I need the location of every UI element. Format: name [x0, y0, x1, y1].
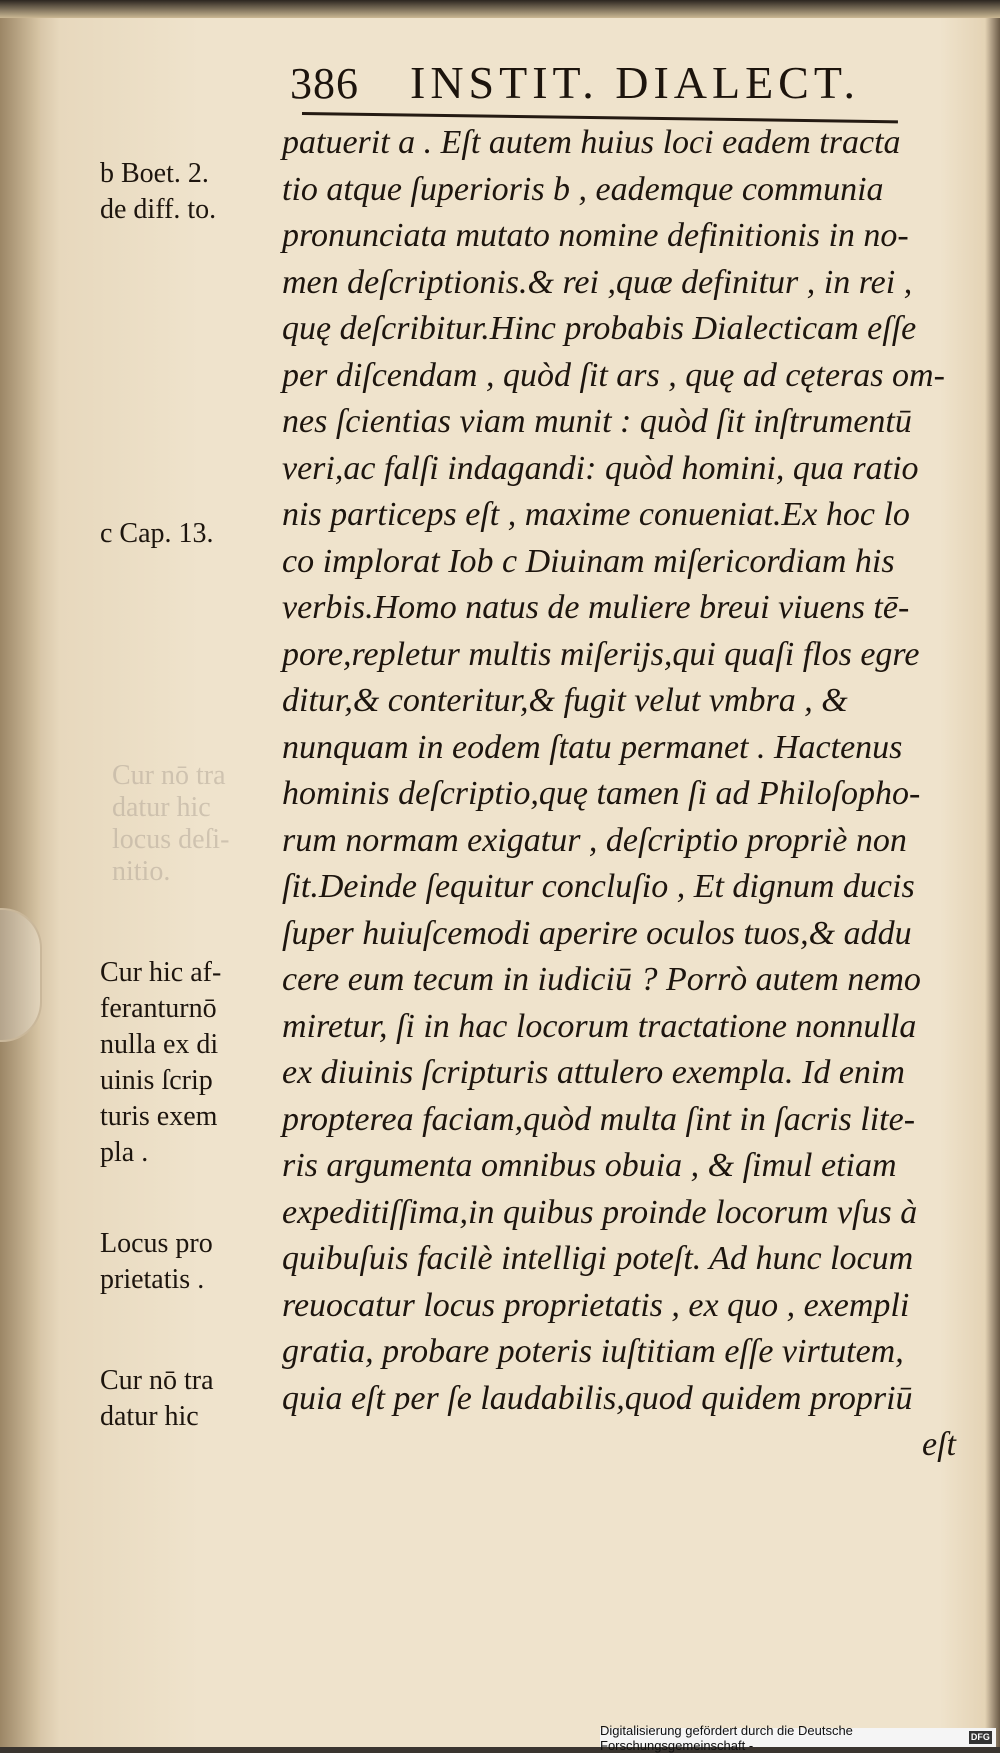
footer-text: Digitalisierung gefördert durch die Deutsche Forschungsgemeinschaft -	[600, 1722, 853, 1753]
text-line: ex diuinis ſcripturis attulero exempla. Id enim	[282, 1054, 905, 1091]
digitization-footer	[600, 1722, 996, 1753]
text-line: nunquam in eodem ſtatu permanet . Hactenus	[282, 728, 903, 766]
page-number: 386	[290, 59, 359, 108]
text-line: verbis.Homo natus de muliere breui viuens tē-	[282, 589, 910, 626]
text-line: cere eum tecum in iudiciū ? Porrò autem nemo	[282, 961, 921, 998]
page-header	[290, 56, 910, 116]
page-clasp	[0, 908, 42, 1042]
text-line: rum normam exigatur , deſcriptio propriè non	[282, 821, 907, 859]
text-line: pronunciata mutato nomine definitionis in no-	[282, 217, 909, 254]
book-top-edge	[0, 0, 1000, 18]
text-line: miretur, ſi in hac locorum tractatione nonnulla	[282, 1007, 917, 1045]
text-line: veri,ac falſi indagandi: quòd homini, qua ratio	[282, 449, 919, 487]
text-line: quia eſt per ſe laudabilis,quod quidem propriū	[282, 1379, 913, 1417]
text-line: tio atque ſuperioris b , eademque communia	[282, 170, 884, 208]
text-line: eſt	[922, 1426, 956, 1463]
running-title: INSTIT. DIALECT.	[410, 57, 861, 108]
text-line: per diſcendam , quòd ſit ars , quę ad cęteras om-	[282, 356, 945, 394]
text-line: propterea faciam,quòd multa ſint in ſacris lite-	[282, 1100, 916, 1138]
margin-note-cap13: c Cap. 13.	[100, 518, 214, 549]
text-line: patuerit a . Eſt autem huius loci eadem tracta	[282, 124, 901, 161]
text-line: gratia, probare poteris iuſtitiam eſſe virtutem,	[282, 1333, 904, 1370]
margin-note-locus-proprietatis: Locus pro prietatis .	[100, 1228, 213, 1295]
text-line: ditur,& conteritur,& fugit velut vmbra , &	[282, 682, 848, 719]
text-line: ris argumenta omnibus obuia , & ſimul etiam	[282, 1147, 897, 1184]
margin-note-cur-hic: Cur hic af- feranturnō nulla ex di uinis ſcrip turis exem pla .	[100, 957, 222, 1168]
text-line: men deſcriptionis.& rei ,quæ definitur , in rei ,	[282, 263, 913, 301]
text-line: reuocatur locus proprietatis , ex quo , exempli	[282, 1286, 910, 1324]
text-line: ſuper huiuſcemodi aperire oculos tuos,& addu	[282, 914, 912, 952]
text-line: ſit.Deinde ſequitur concluſio , Et dignum ducis	[282, 868, 915, 905]
text-line: nes ſcientias viam munit : quòd ſit inſtrumentū	[282, 403, 912, 440]
text-line: quibuſuis facilè intelligi poteſt. Ad hunc locum	[282, 1240, 914, 1277]
text-line: nis particeps eſt , maxime conueniat.Ex hoc lo	[282, 496, 910, 533]
margin-note-boethius: b Boet. 2. de diff. to.	[100, 158, 217, 225]
text-line: expeditiſſima,in quibus proinde locorum vſus à	[282, 1193, 918, 1231]
dfg-logo: DFG	[969, 1731, 992, 1744]
text-line: co implorat Iob c Diuinam miſericordiam his	[282, 542, 895, 580]
text-line: pore,repletur multis miſerijs,qui quaſi flos egre	[282, 635, 920, 673]
margin-note-cur-no: Cur nō tra datur hic	[100, 1365, 214, 1432]
text-line: quę deſcribitur.Hinc probabis Dialecticam eſſe	[282, 310, 917, 347]
text-line: hominis deſcriptio,quę tamen ſi ad Philoſopho-	[282, 775, 921, 812]
show-through-text: Cur nō tra datur hic locus deſi- nitio.	[112, 760, 230, 887]
